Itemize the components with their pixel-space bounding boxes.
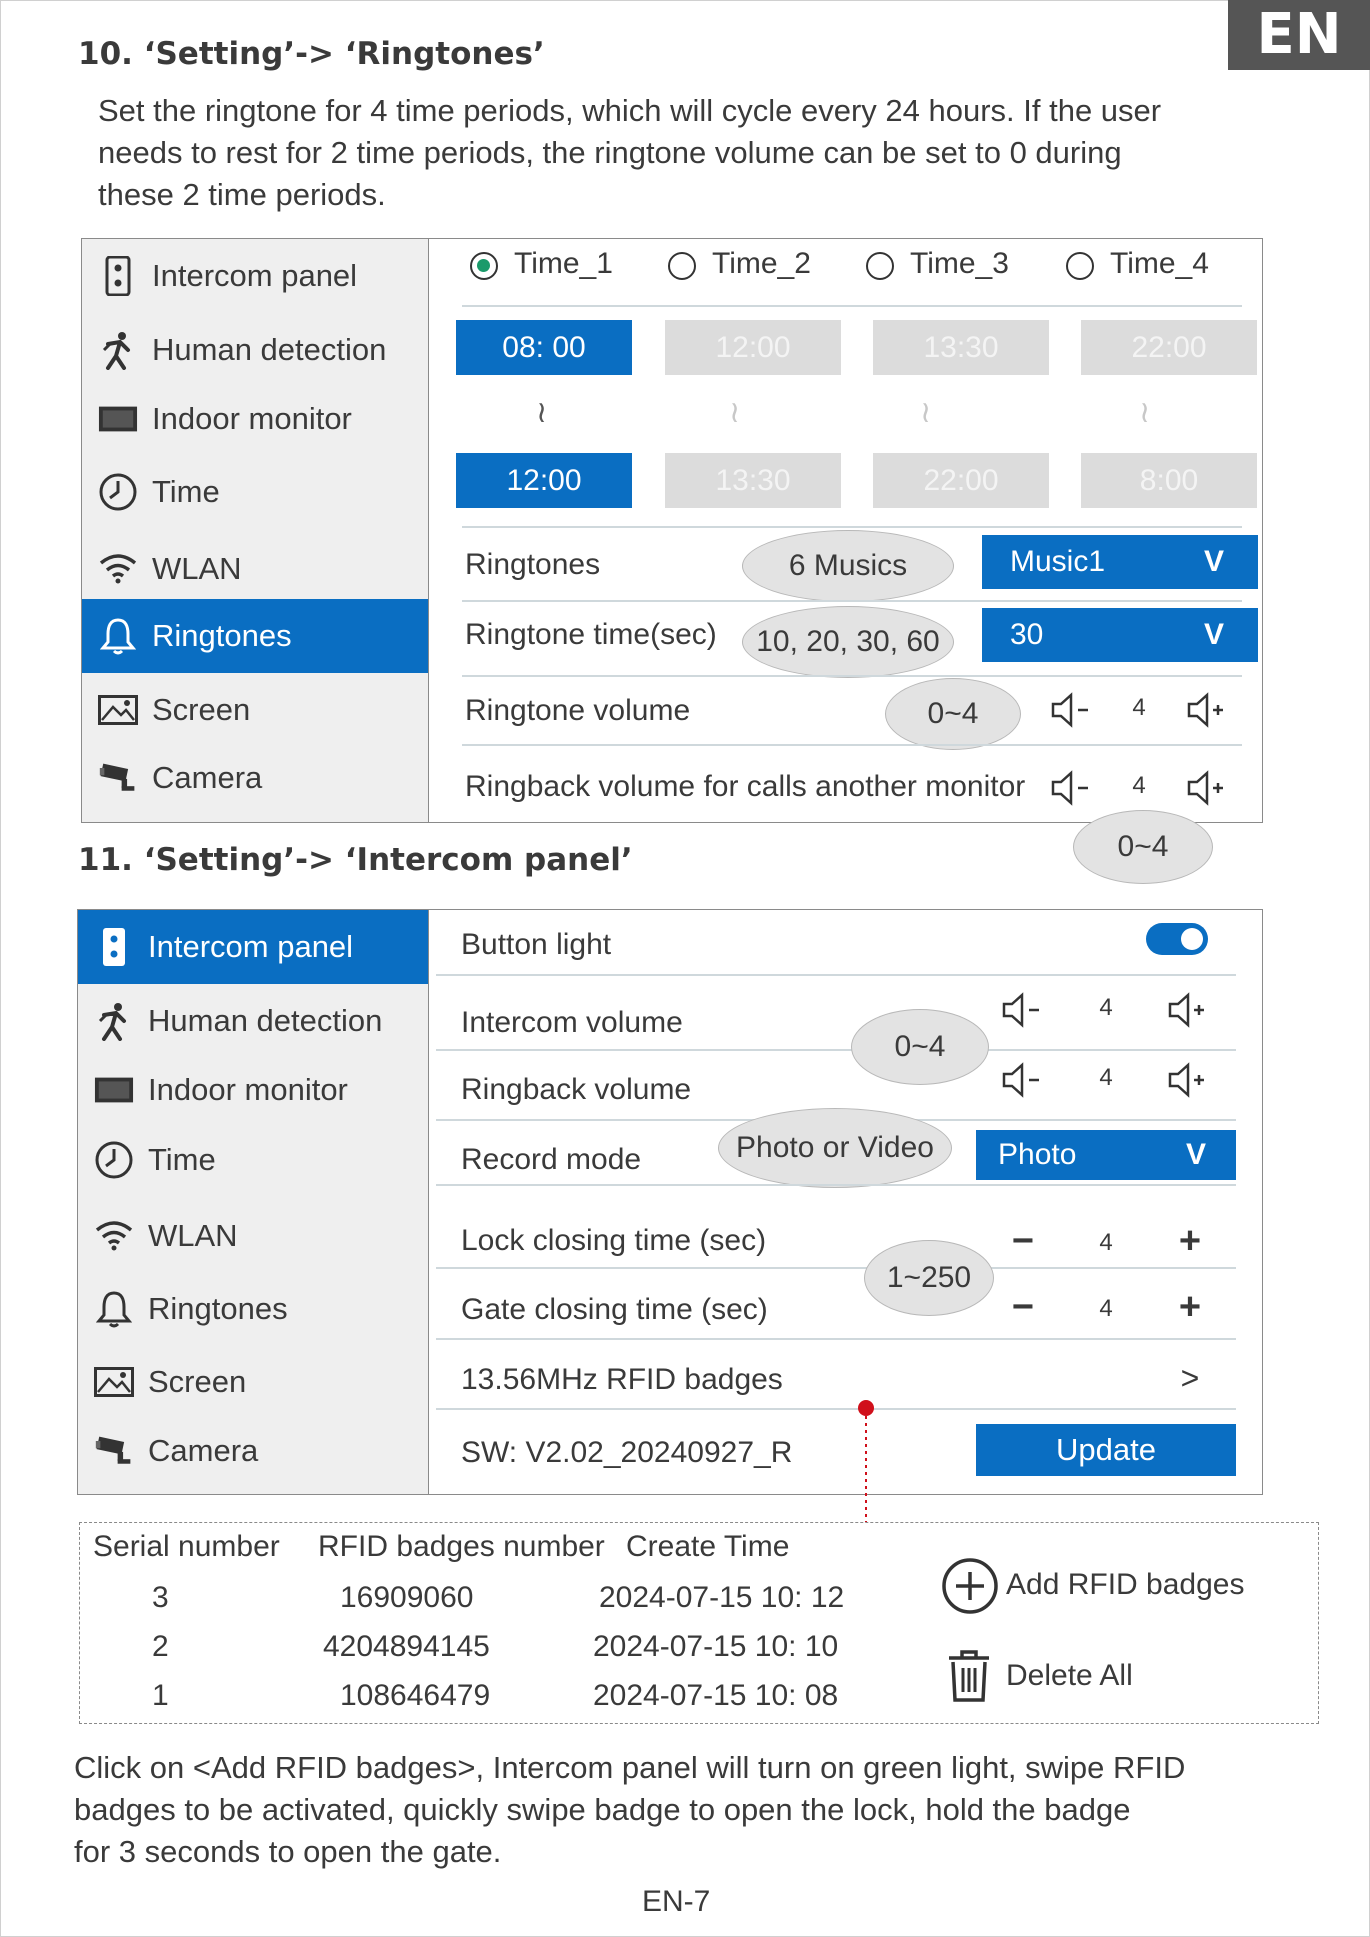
divider <box>436 1049 1236 1051</box>
gate-closing-time-label: Gate closing time (sec) <box>461 1293 768 1326</box>
software-version-label: SW: V2.02_20240927_R <box>461 1436 793 1469</box>
divider <box>436 1408 1236 1410</box>
table-cell-time: 2024-07-15 10: 12 <box>599 1581 845 1614</box>
time-1-start[interactable]: 08: 00 <box>456 320 632 375</box>
gate-decrease-button[interactable]: − <box>1011 1286 1035 1328</box>
closing-time-range-bubble: 1~250 <box>864 1240 994 1316</box>
chevron-down-icon: V <box>1185 1138 1206 1171</box>
intercom-volume-label: Intercom volume <box>461 1006 683 1039</box>
sidebar-item-human-detection[interactable] <box>82 313 428 387</box>
table-cell-serial: 3 <box>152 1581 169 1614</box>
divider <box>436 1184 1236 1186</box>
page-number: EN-7 <box>642 1885 711 1918</box>
volume-range-bubble: 0~4 <box>851 1009 989 1085</box>
divider <box>436 974 1236 976</box>
record-mode-options-bubble: Photo or Video <box>718 1108 952 1188</box>
sidebar-item-label: Screen <box>152 692 251 727</box>
ringtone-volume-label: Ringtone volume <box>465 694 691 727</box>
sidebar-item-camera[interactable] <box>78 1414 428 1488</box>
time-3-start[interactable]: 13:30 <box>873 320 1049 375</box>
range-separator: ≀ <box>729 396 741 429</box>
button-light-label: Button light <box>461 928 612 961</box>
divider <box>462 305 1242 307</box>
sidebar-item-intercom-panel[interactable] <box>82 239 428 313</box>
sidebar-item-ringtones[interactable] <box>82 599 428 673</box>
sidebar-item-label: Screen <box>148 1364 247 1399</box>
settings-sidebar <box>82 239 429 822</box>
time-4-radio[interactable] <box>1066 252 1094 280</box>
table-cell-rfid: 108646479 <box>340 1679 491 1712</box>
image-icon <box>98 690 138 730</box>
sidebar-item-label: Camera <box>152 760 263 795</box>
sidebar-item-label: WLAN <box>152 551 242 586</box>
rfid-connector-marker <box>852 1398 880 1523</box>
sidebar-item-time[interactable] <box>78 1123 428 1197</box>
record-mode-label: Record mode <box>461 1143 642 1176</box>
intercom-volume-value: 4 <box>1099 994 1113 1021</box>
sidebar-item-label: Human detection <box>148 1003 383 1038</box>
camera-icon <box>94 1431 134 1471</box>
volume-down-icon[interactable] <box>1001 990 1045 1030</box>
intercom-panel-icon <box>98 256 138 296</box>
add-circle-icon[interactable] <box>940 1556 1000 1616</box>
table-cell-time: 2024-07-15 10: 10 <box>593 1630 839 1663</box>
divider <box>436 1267 1236 1269</box>
volume-up-icon[interactable] <box>1186 768 1230 808</box>
sidebar-item-wlan[interactable] <box>78 1199 428 1273</box>
record-mode-select[interactable] <box>976 1130 1236 1180</box>
bell-icon <box>94 1289 134 1329</box>
image-icon <box>94 1362 134 1402</box>
delete-all-button[interactable]: Delete All <box>1006 1659 1133 1692</box>
ringtone-time-select[interactable] <box>982 608 1258 662</box>
ringback-volume-label: Ringback volume <box>461 1073 692 1106</box>
column-header-create-time: Create Time <box>626 1530 790 1563</box>
time-2-start[interactable]: 12:00 <box>665 320 841 375</box>
bell-icon <box>98 616 138 656</box>
lock-closing-time-label: Lock closing time (sec) <box>461 1224 767 1257</box>
table-cell-serial: 1 <box>152 1679 169 1712</box>
sidebar-item-label: Intercom panel <box>152 258 358 293</box>
chevron-right-icon[interactable]: > <box>1180 1360 1200 1396</box>
ringback-volume-label: Ringback volume for calls another monitor <box>465 770 1026 803</box>
time-3-end[interactable]: 22:00 <box>873 453 1049 508</box>
volume-down-icon[interactable] <box>1050 768 1094 808</box>
ringback-volume-value: 4 <box>1099 1064 1113 1091</box>
time-4-end[interactable]: 8:00 <box>1081 453 1257 508</box>
gate-increase-button[interactable]: + <box>1178 1286 1202 1328</box>
trash-icon[interactable] <box>945 1648 993 1704</box>
chevron-down-icon: V <box>1203 545 1224 578</box>
volume-up-icon[interactable] <box>1167 1060 1211 1100</box>
ringtones-label: Ringtones <box>465 548 601 581</box>
wifi-icon <box>94 1216 134 1256</box>
section-11-title: 11. ‘Setting’-> ‘Intercom panel’ <box>78 842 633 878</box>
time-2-label: Time_2 <box>712 247 811 280</box>
volume-down-icon[interactable] <box>1001 1060 1045 1100</box>
clock-icon <box>98 472 138 512</box>
time-1-label: Time_1 <box>514 247 613 280</box>
section-10-title: 10. ‘Setting’-> ‘Ringtones’ <box>78 36 545 72</box>
sidebar-item-label: Time <box>148 1142 216 1177</box>
sidebar-item-time[interactable] <box>82 455 428 529</box>
sidebar-item-label: Indoor monitor <box>152 401 352 436</box>
indoor-monitor-icon <box>98 399 138 439</box>
sidebar-item-label: Indoor monitor <box>148 1072 348 1107</box>
sidebar-item-intercom-panel[interactable] <box>78 910 428 984</box>
time-3-radio[interactable] <box>866 252 894 280</box>
lock-closing-time-value: 4 <box>1099 1229 1113 1256</box>
sidebar-item-wlan[interactable] <box>82 532 428 606</box>
divider <box>462 675 1242 677</box>
button-light-toggle[interactable] <box>1146 923 1208 955</box>
sidebar-item-label: Human detection <box>152 332 387 367</box>
ringtone-time-options-bubble: 10, 20, 30, 60 <box>742 606 954 678</box>
add-rfid-badges-button[interactable]: Add RFID badges <box>1006 1568 1245 1601</box>
sidebar-item-camera[interactable] <box>82 741 428 815</box>
time-3-label: Time_3 <box>910 247 1009 280</box>
table-cell-serial: 2 <box>152 1630 169 1663</box>
lock-increase-button[interactable]: + <box>1178 1220 1202 1262</box>
intercom-panel-settings <box>77 909 1263 1495</box>
update-button[interactable]: Update <box>976 1424 1236 1476</box>
sidebar-item-screen[interactable] <box>78 1345 428 1419</box>
table-cell-rfid: 4204894145 <box>323 1630 490 1663</box>
column-header-serial: Serial number <box>93 1530 280 1563</box>
sidebar-item-label: WLAN <box>148 1218 238 1253</box>
sidebar-item-label: Camera <box>148 1433 259 1468</box>
ringtone-volume-range-bubble: 0~4 <box>885 678 1021 750</box>
volume-up-icon[interactable] <box>1186 690 1230 730</box>
ringtone-volume-value: 4 <box>1132 694 1146 721</box>
language-tab: EN <box>1228 0 1370 70</box>
ringtone-select-value: Music1 <box>1010 545 1106 578</box>
chevron-down-icon: V <box>1203 618 1224 651</box>
sidebar-item-indoor-monitor[interactable] <box>78 1053 428 1127</box>
wifi-icon <box>98 549 138 589</box>
gate-closing-time-value: 4 <box>1099 1295 1113 1322</box>
time-1-radio[interactable] <box>470 252 498 280</box>
record-mode-select-value: Photo <box>998 1138 1077 1171</box>
lock-decrease-button[interactable]: − <box>1011 1220 1035 1262</box>
clock-icon <box>94 1140 134 1180</box>
human-detection-icon <box>94 1001 134 1041</box>
sidebar-item-label: Ringtones <box>152 618 292 653</box>
sidebar-item-label: Ringtones <box>148 1291 288 1326</box>
sidebar-item-label: Time <box>152 474 220 509</box>
indoor-monitor-icon <box>94 1070 134 1110</box>
human-detection-icon <box>98 330 138 370</box>
divider <box>462 526 1242 528</box>
section-10-description: Set the ringtone for 4 time periods, which will cycle every 24 hours. If the user needs to rest for 2 time periods, the ringtone volume can be set to 0 during these 2 time periods. <box>98 93 1162 212</box>
ringback-volume-value: 4 <box>1132 772 1146 799</box>
range-separator: ≀ <box>920 396 932 429</box>
intercom-panel-icon <box>94 927 134 967</box>
range-separator: ≀ <box>536 396 548 429</box>
ringtone-time-select-value: 30 <box>1010 618 1044 651</box>
footer-instructions: Click on <Add RFID badges>, Intercom panel will turn on green light, swipe RFID badges to be activated, quickly swipe badge to open the lock, hold the badge for 3 seconds to open the gate. <box>74 1750 1186 1869</box>
sidebar-item-ringtones[interactable] <box>78 1272 428 1346</box>
time-4-start[interactable]: 22:00 <box>1081 320 1257 375</box>
musics-count-bubble: 6 Musics <box>742 530 954 602</box>
column-header-rfid-number: RFID badges number <box>318 1530 605 1563</box>
time-4-label: Time_4 <box>1110 247 1209 280</box>
ringtone-time-label: Ringtone time(sec) <box>465 618 717 651</box>
table-cell-time: 2024-07-15 10: 08 <box>593 1679 839 1712</box>
range-separator: ≀ <box>1139 396 1151 429</box>
sidebar-item-screen[interactable] <box>82 673 428 747</box>
time-1-end[interactable]: 12:00 <box>456 453 632 508</box>
ringtone-select[interactable] <box>982 535 1258 589</box>
camera-icon <box>98 758 138 798</box>
divider <box>436 1338 1236 1340</box>
volume-up-icon[interactable] <box>1167 990 1211 1030</box>
divider <box>462 600 1242 602</box>
sidebar-item-indoor-monitor[interactable] <box>82 382 428 456</box>
time-2-radio[interactable] <box>668 252 696 280</box>
sidebar-item-human-detection[interactable] <box>78 984 428 1058</box>
table-cell-rfid: 16909060 <box>340 1581 474 1614</box>
ringtones-settings-panel <box>81 238 1263 823</box>
settings-sidebar <box>78 910 429 1494</box>
rfid-badges-label[interactable]: 13.56MHz RFID badges <box>461 1363 783 1396</box>
divider <box>462 744 1242 746</box>
sidebar-item-label: Intercom panel <box>148 929 354 964</box>
time-2-end[interactable]: 13:30 <box>665 453 841 508</box>
volume-down-icon[interactable] <box>1050 690 1094 730</box>
ringback-range-bubble: 0~4 <box>1073 810 1213 884</box>
